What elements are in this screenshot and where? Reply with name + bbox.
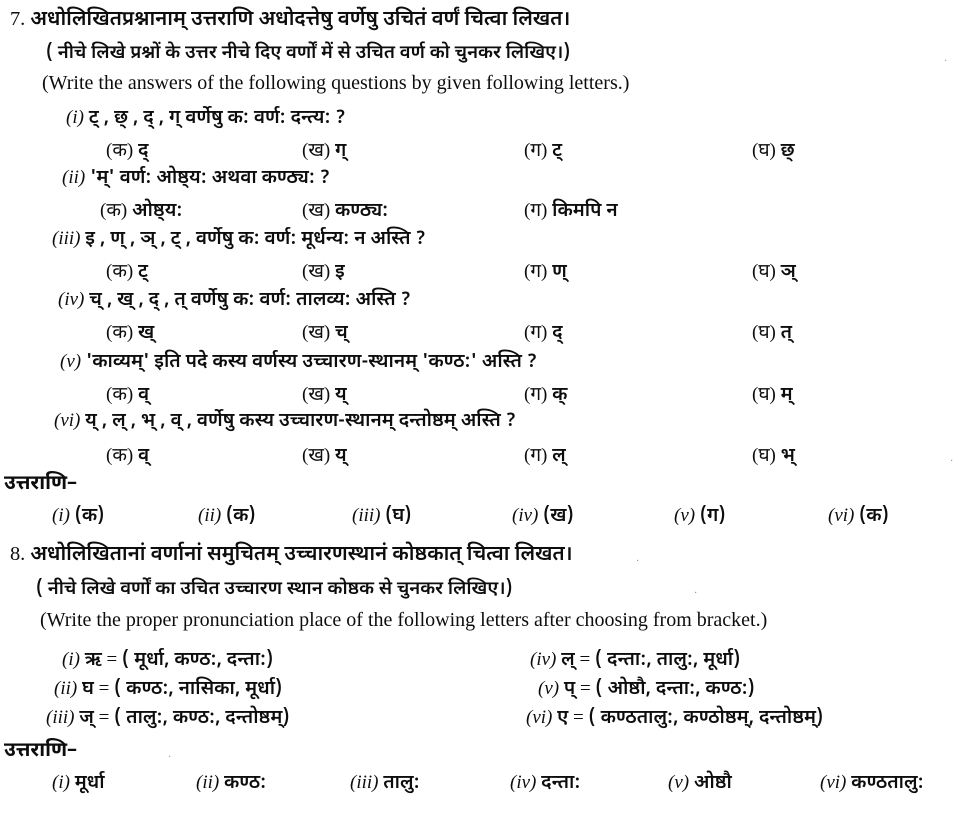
- option-label: (ख): [302, 384, 331, 405]
- option-value: ट्: [138, 260, 148, 285]
- question-7-answer-v: [674, 504, 725, 529]
- answer-value: (क): [859, 504, 889, 529]
- question-8-item-v: [538, 677, 755, 702]
- option-ga[interactable]: [524, 380, 567, 408]
- option-gha[interactable]: [752, 380, 793, 408]
- option-value: ओष्ठ्य:: [132, 199, 183, 224]
- option-label: (ग): [524, 200, 548, 221]
- item-text: च् , ख् , द् , त् वर्णेषु क: वर्ण: तालव्य: अस्ति ?: [89, 288, 411, 313]
- option-label: (ग): [524, 261, 548, 282]
- question-8-english-prompt: (Write the proper pronunciation place of the following letters after choosing from bracket.): [40, 609, 768, 631]
- equals-sign: =: [98, 707, 110, 728]
- answer-value: (ख): [543, 504, 574, 529]
- answer-value: दन्ता:: [541, 771, 581, 796]
- option-ga[interactable]: [524, 257, 567, 285]
- option-label: (ख): [302, 140, 331, 161]
- question-8-answer-vi: [820, 771, 924, 796]
- question-7-item-iii: [52, 227, 426, 252]
- option-label: (ख): [302, 445, 331, 466]
- option-value: व्: [138, 444, 150, 469]
- option-value: म्: [780, 383, 793, 408]
- item-letter: घ: [81, 677, 94, 702]
- option-value: इ: [334, 260, 345, 285]
- option-value: ल्: [552, 444, 566, 469]
- option-value: ख्: [138, 321, 155, 346]
- question-8-answers-heading: उत्तराणि–: [4, 739, 78, 765]
- question-7-item-ii: [62, 166, 330, 191]
- item-roman-numeral: (v): [60, 351, 82, 372]
- answer-roman-numeral: (v): [674, 505, 696, 526]
- answer-value: (घ): [385, 504, 412, 529]
- item-text: इ , ण् , ञ् , ट् , वर्णेषु क: वर्ण: मूर्धन्य: न अस्ति ?: [85, 227, 426, 252]
- question-8-answer-ii: [196, 771, 266, 796]
- question-8-item-iii: [46, 706, 290, 731]
- question-8-item-ii: [54, 677, 282, 702]
- scan-speckle: ·: [694, 588, 698, 599]
- item-text: य् , ल् , भ् , व् , वर्णेषु कस्य उच्चारण-स्थानम् दन्तोष्ठम् अस्ति ?: [85, 409, 516, 434]
- option-label: (क): [106, 261, 134, 282]
- option-ka[interactable]: [106, 136, 148, 164]
- item-roman-numeral: (iii): [46, 707, 75, 728]
- item-roman-numeral: (ii): [54, 678, 78, 699]
- item-text: 'म्' वर्ण: ओष्ठ्य: अथवा कण्ठ्य: ?: [89, 166, 330, 191]
- equals-sign: =: [106, 649, 118, 670]
- answer-roman-numeral: (i): [52, 772, 70, 793]
- option-label: (ग): [524, 322, 548, 343]
- question-8-item-vi: [526, 706, 823, 731]
- answer-value: ओष्ठौ: [693, 771, 732, 796]
- answer-roman-numeral: (ii): [198, 505, 222, 526]
- answer-roman-numeral: (iv): [510, 772, 537, 793]
- option-value: य्: [334, 444, 347, 469]
- option-kha[interactable]: [302, 318, 348, 346]
- option-kha[interactable]: [302, 380, 347, 408]
- item-roman-numeral: (vi): [54, 410, 81, 431]
- answer-value: (क): [225, 504, 256, 529]
- question-8-answer-i: [52, 771, 105, 796]
- option-ka[interactable]: [100, 196, 182, 224]
- option-value: ग्: [334, 139, 347, 164]
- option-gha[interactable]: [752, 257, 796, 285]
- question-8-item-iv: [530, 648, 740, 673]
- item-roman-numeral: (iv): [58, 289, 85, 310]
- option-label: (क): [106, 140, 134, 161]
- answer-roman-numeral: (iv): [512, 505, 539, 526]
- question-7-item-v: [60, 350, 537, 375]
- answer-value: मूर्धा: [74, 771, 105, 796]
- scan-speckle: ·: [636, 556, 640, 567]
- equals-sign: =: [573, 707, 584, 728]
- option-value: ण्: [552, 260, 567, 285]
- option-label: (क): [100, 200, 128, 221]
- option-gha[interactable]: [752, 136, 795, 164]
- item-letter: ल्: [561, 648, 575, 673]
- question-7-item-vi: [54, 409, 516, 434]
- option-value: द्: [138, 139, 149, 164]
- option-gha[interactable]: [752, 441, 795, 469]
- option-label: (ख): [302, 200, 331, 221]
- option-kha[interactable]: [302, 441, 347, 469]
- scan-speckle: ·: [168, 752, 172, 763]
- answer-roman-numeral: (ii): [196, 772, 220, 793]
- question-7-answer-ii: [198, 504, 256, 529]
- item-text: ट् , छ् , द् , ग् वर्णेषु क: वर्ण: दन्त्य: ?: [88, 106, 346, 131]
- option-label: (घ): [752, 140, 776, 161]
- option-ka[interactable]: [106, 441, 149, 469]
- equals-sign: =: [579, 649, 591, 670]
- option-value: य्: [334, 383, 347, 408]
- answer-value: (क): [74, 504, 105, 529]
- option-label: (ख): [302, 322, 331, 343]
- option-kha[interactable]: [302, 136, 346, 164]
- question-8-sanskrit-prompt: अधोलिखितानां वर्णानां समुचितम् उच्चारणस्थानं कोष्ठकात् चित्वा लिखत।: [30, 543, 573, 569]
- option-ga[interactable]: [524, 318, 563, 346]
- question-8-item-i: [62, 648, 273, 673]
- question-7-sanskrit-prompt: अधोलिखितप्रश्नानाम् उत्तराणि अधोदत्तेषु वर्णेषु उचितं वर्णं चित्वा लिखत।: [30, 8, 571, 34]
- question-8-answer-iii: [350, 771, 420, 796]
- scan-speckle: ·: [950, 456, 954, 467]
- question-8-hindi-prompt: ( नीचे लिखे वर्णों का उचित उच्चारण स्थान कोष्ठक से चुनकर लिखिए।): [36, 577, 513, 602]
- item-roman-numeral: (vi): [526, 707, 553, 728]
- question-7-item-i: [66, 106, 346, 131]
- option-label: (क): [106, 384, 134, 405]
- answer-value: कण्ठ:: [223, 771, 267, 796]
- option-value: ञ्: [780, 260, 796, 285]
- question-8-answer-iv: [510, 771, 580, 796]
- option-label: (क): [106, 322, 134, 343]
- option-ka[interactable]: [106, 318, 154, 346]
- item-letter: ए: [557, 706, 569, 731]
- item-text: 'काव्यम्' इति पदे कस्य वर्णस्य उच्चारण-स्थानम् 'कण्ठ:' अस्ति ?: [85, 350, 538, 375]
- item-letter: ऋ: [84, 648, 102, 673]
- item-choices: ( ओष्ठौ, दन्ता:, कण्ठ:): [595, 677, 755, 702]
- item-roman-numeral: (i): [62, 649, 80, 670]
- answer-roman-numeral: (i): [52, 505, 70, 526]
- option-ga[interactable]: [524, 196, 618, 224]
- option-value: ट्: [552, 139, 563, 164]
- question-7-answers-heading: उत्तराणि–: [4, 472, 78, 498]
- item-roman-numeral: (v): [538, 678, 560, 699]
- option-value: व्: [138, 383, 150, 408]
- answer-value: कण्ठतालु:: [851, 771, 924, 796]
- option-label: (ग): [524, 384, 548, 405]
- option-ga[interactable]: [524, 441, 566, 469]
- answer-value: (ग): [699, 504, 726, 529]
- option-ga[interactable]: [524, 136, 562, 164]
- option-kha[interactable]: [302, 196, 388, 224]
- option-label: (घ): [752, 445, 776, 466]
- question-7-answer-vi: [828, 504, 889, 529]
- option-value: किमपि न: [552, 199, 618, 224]
- option-value: छ्: [780, 139, 795, 164]
- item-roman-numeral: (i): [66, 107, 84, 128]
- answer-roman-numeral: (iii): [350, 772, 379, 793]
- question-8-number: 8.: [10, 543, 26, 565]
- option-value: भ्: [780, 444, 795, 469]
- answer-roman-numeral: (v): [668, 772, 690, 793]
- item-choices: ( दन्ता:, तालु:, मूर्धा): [594, 648, 741, 673]
- item-choices: ( तालु:, कण्ठ:, दन्तोष्ठम्): [114, 706, 290, 731]
- item-roman-numeral: (iv): [530, 649, 557, 670]
- question-7-answer-iii: [352, 504, 411, 529]
- option-ka[interactable]: [106, 257, 148, 285]
- option-value: त्: [780, 321, 793, 346]
- item-choices: ( मूर्धा, कण्ठ:, दन्ता:): [122, 648, 274, 673]
- option-label: (ग): [524, 140, 548, 161]
- item-choices: ( कण्ठतालु:, कण्ठोष्ठम्, दन्तोष्ठम्): [588, 706, 824, 731]
- question-7-heading: [10, 8, 570, 34]
- answer-roman-numeral: (vi): [820, 772, 847, 793]
- option-label: (घ): [752, 322, 776, 343]
- option-ka[interactable]: [106, 380, 149, 408]
- equals-sign: =: [98, 678, 110, 699]
- answer-roman-numeral: (vi): [828, 505, 855, 526]
- item-roman-numeral: (iii): [52, 228, 81, 249]
- option-label: (ख): [302, 261, 331, 282]
- option-label: (क): [106, 445, 134, 466]
- question-7-hindi-prompt: ( नीचे लिखे प्रश्नों के उत्तर नीचे दिए वर्णों में से उचित वर्ण को चुनकर लिखिए।): [46, 41, 571, 66]
- option-label: (ग): [524, 445, 548, 466]
- question-8-answer-v: [668, 771, 732, 796]
- option-label: (घ): [752, 384, 776, 405]
- option-value: कण्ठ्य:: [334, 199, 389, 224]
- question-7-english-prompt: (Write the answers of the following questions by given following letters.): [42, 72, 630, 94]
- question-8-heading: [10, 543, 573, 569]
- answer-value: तालु:: [383, 771, 420, 796]
- scan-speckle: ·: [944, 56, 948, 67]
- item-letter: प्: [563, 677, 576, 702]
- option-value: द्: [552, 321, 563, 346]
- option-value: क्: [552, 383, 568, 408]
- item-roman-numeral: (ii): [62, 167, 86, 188]
- option-kha[interactable]: [302, 257, 345, 285]
- question-7-number: 7.: [10, 8, 26, 30]
- option-gha[interactable]: [752, 318, 792, 346]
- option-value: च्: [334, 321, 348, 346]
- equals-sign: =: [579, 678, 591, 699]
- item-choices: ( कण्ठ:, नासिका, मूर्धा): [114, 677, 283, 702]
- question-7-item-iv: [58, 288, 411, 313]
- answer-roman-numeral: (iii): [352, 505, 381, 526]
- question-7-answer-iv: [512, 504, 574, 529]
- item-letter: ज्: [79, 706, 94, 731]
- option-label: (घ): [752, 261, 776, 282]
- question-7-answer-i: [52, 504, 104, 529]
